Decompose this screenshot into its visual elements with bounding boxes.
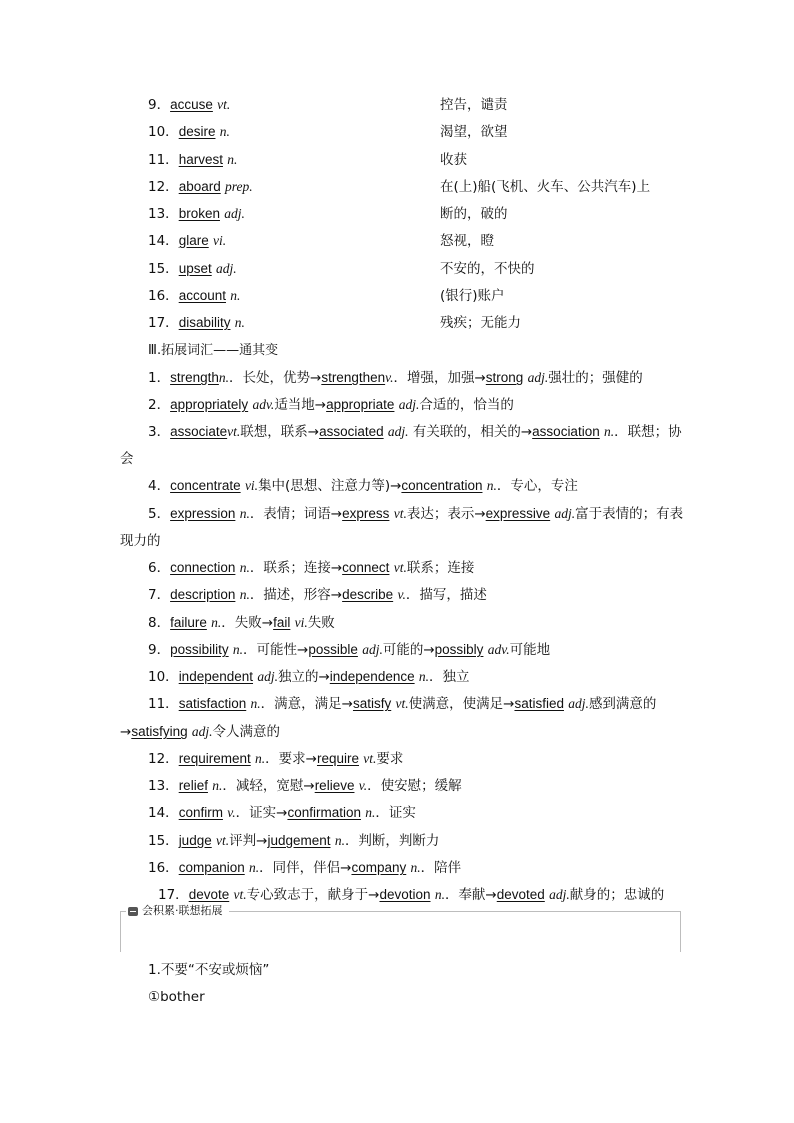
vocab-meaning: (银行)账户 <box>440 288 505 304</box>
part-of-speech: vt. <box>393 560 407 575</box>
vocab-word: concentrate <box>170 478 241 493</box>
part-of-speech: n. <box>434 887 445 902</box>
part-of-speech: n. <box>486 478 497 493</box>
expansion-entry <box>148 585 684 605</box>
expansion-text: 11． <box>148 696 179 712</box>
expansion-text: 集中(思想、注意力等)→ <box>258 478 402 494</box>
vocab-word: fail <box>273 615 291 630</box>
expansion-text: 有关联的，相关的→ <box>408 424 533 440</box>
vocab-word: describe <box>342 587 394 602</box>
vocab-word: relief <box>178 778 208 793</box>
expansion-entry <box>158 885 684 905</box>
vocab-word: independence <box>329 669 415 684</box>
expansion-entry-continued: 现力的 <box>120 533 161 549</box>
part-of-speech: n. <box>250 696 261 711</box>
expansion-text: 4． <box>148 478 171 494</box>
part-of-speech: vt. <box>363 751 377 766</box>
part-of-speech: n. <box>212 778 223 793</box>
expansion-entry <box>148 667 684 687</box>
part-of-speech: adv. <box>252 397 275 412</box>
expansion-entry <box>148 803 684 823</box>
part-of-speech: n. <box>255 751 266 766</box>
expansion-entry <box>148 504 684 524</box>
expansion-text: 2． <box>148 397 171 413</box>
expansion-entry <box>148 558 684 578</box>
part-of-speech: n. <box>219 124 230 139</box>
vocab-row <box>148 95 508 115</box>
part-of-speech: n. <box>418 669 430 684</box>
part-of-speech: adj. <box>398 397 420 412</box>
vocab-word: possibility <box>170 642 229 657</box>
expansion-text: ．长处，优势→ <box>229 370 322 386</box>
part-of-speech: n. <box>211 615 222 630</box>
expansion-text: ．失败→ <box>221 615 274 631</box>
expansion-text: ．使安慰；缓解 <box>367 778 462 794</box>
minus-box-icon <box>128 907 138 916</box>
expansion-text: 合适的，恰当的 <box>419 397 514 413</box>
item-number: 10． <box>148 124 179 140</box>
vocab-row <box>148 204 508 224</box>
expansion-text: ．陪伴 <box>420 860 462 876</box>
vocab-row <box>148 259 535 279</box>
part-of-speech: v. <box>227 805 236 820</box>
expansion-text: ．独立 <box>429 669 470 685</box>
vocab-word: failure <box>170 615 207 630</box>
expansion-text: ．奉献→ <box>444 887 497 903</box>
item-number: 12． <box>148 179 179 195</box>
part-of-speech: n. <box>249 860 260 875</box>
part-of-speech: n. <box>218 370 229 385</box>
vocab-row <box>148 122 508 142</box>
part-of-speech: n. <box>227 152 238 167</box>
expansion-text: 感到满意的 <box>588 696 657 712</box>
part-of-speech: vt. <box>217 97 231 112</box>
expansion-text: 评判→ <box>229 833 268 849</box>
expansion-text: 使满意，使满足→ <box>408 696 515 712</box>
expansion-text: 7． <box>148 587 171 603</box>
part-of-speech: vi. <box>294 615 308 630</box>
box-item-heading: 1.不要“不安或烦恼” <box>148 962 270 978</box>
expansion-text: 适当地→ <box>274 397 327 413</box>
expansion-text: ．满意，满足→ <box>260 696 353 712</box>
vocab-word: connection <box>170 560 236 575</box>
expansion-text: 强壮的；强健的 <box>548 370 643 386</box>
expansion-entry <box>148 368 684 388</box>
vocab-word: satisfy <box>352 696 392 711</box>
part-of-speech: adj. <box>224 206 245 221</box>
expansion-text: 失败 <box>307 615 335 631</box>
vocab-word: satisfied <box>514 696 564 711</box>
expansion-text: 8． <box>148 615 171 631</box>
expansion-text: ．要求→ <box>265 751 317 767</box>
vocab-word: association <box>532 424 600 439</box>
part-of-speech: vt. <box>393 506 407 521</box>
expansion-text: 5． <box>148 506 171 522</box>
vocab-meaning: 不安的，不快的 <box>440 261 535 277</box>
vocab-word: express <box>342 506 390 521</box>
vocab-word: appropriate <box>326 397 395 412</box>
expansion-text: 16． <box>148 860 179 876</box>
vocab-word: confirm <box>178 805 223 820</box>
part-of-speech: vi. <box>213 233 227 248</box>
expansion-text: 14． <box>148 805 179 821</box>
vocab-meaning: 怒视，瞪 <box>440 233 494 249</box>
part-of-speech: adj. <box>568 696 589 711</box>
vocab-word: require <box>316 751 359 766</box>
part-of-speech: vt. <box>233 887 247 902</box>
vocab-word: strengthen <box>321 370 386 385</box>
expansion-text: 6． <box>148 560 171 576</box>
expansion-text: 9． <box>148 642 171 658</box>
item-number: 13． <box>148 206 179 222</box>
vocab-word: judgement <box>267 833 331 848</box>
vocab-word: judge <box>178 833 212 848</box>
expansion-text: ．表情；词语→ <box>249 506 343 522</box>
vocab-word: aboard <box>178 179 221 194</box>
vocab-word: appropriately <box>170 397 249 412</box>
part-of-speech: n. <box>230 288 241 303</box>
expansion-text: 17． <box>158 887 189 903</box>
expansion-text: 独立的→ <box>277 669 330 685</box>
vocab-word: relieve <box>314 778 355 793</box>
vocab-meaning: 在(上)船(飞机、火车、公共汽车)上 <box>440 179 651 195</box>
expansion-text: 献身的；忠诚的 <box>569 887 665 903</box>
part-of-speech: adv. <box>487 642 510 657</box>
expansion-entry <box>148 694 684 714</box>
vocab-meaning: 收获 <box>440 152 467 168</box>
vocab-word: devote <box>188 887 230 902</box>
part-of-speech: n. <box>334 833 345 848</box>
item-number: 16． <box>148 288 179 304</box>
expansion-text: ．增强，加强→ <box>393 370 486 386</box>
vocab-meaning: 断的，破的 <box>440 206 508 222</box>
part-of-speech: n. <box>239 587 250 602</box>
expansion-text: 12． <box>148 751 179 767</box>
expansion-text: 10． <box>148 669 179 685</box>
part-of-speech: n. <box>239 506 250 521</box>
part-of-speech: v. <box>385 370 394 385</box>
expansion-text: 联系；连接 <box>406 560 475 576</box>
part-of-speech: vt. <box>227 424 241 439</box>
vocab-row <box>148 231 494 251</box>
vocab-word: expressive <box>485 506 551 521</box>
vocab-row <box>148 150 467 170</box>
vocab-word: requirement <box>178 751 251 766</box>
vocab-word: description <box>170 587 236 602</box>
box-item-sub: ①bother <box>148 989 205 1005</box>
expansion-text: 可能地 <box>509 642 551 658</box>
item-number: 9． <box>148 97 171 113</box>
part-of-speech: n. <box>239 560 250 575</box>
item-number: 14． <box>148 233 179 249</box>
expansion-text: 要求 <box>376 751 404 767</box>
vocab-row <box>148 313 521 333</box>
accumulate-box-tab <box>126 904 229 918</box>
vocab-word: independent <box>178 669 254 684</box>
part-of-speech: n. <box>604 424 615 439</box>
vocab-word: strong <box>485 370 524 385</box>
part-of-speech: adj. <box>191 724 213 739</box>
expansion-text: ．专心，专注 <box>496 478 578 494</box>
vocab-word: confirmation <box>287 805 361 820</box>
vocab-row <box>148 286 505 306</box>
expansion-text: → <box>120 724 132 740</box>
part-of-speech: prep. <box>225 179 253 194</box>
expansion-text: 13． <box>148 778 179 794</box>
expansion-text: 15． <box>148 833 179 849</box>
item-number: 11． <box>148 152 179 168</box>
expansion-entry <box>148 749 684 769</box>
expansion-entry <box>148 476 684 496</box>
vocab-word: glare <box>178 233 209 248</box>
vocab-word: associate <box>170 424 228 439</box>
vocab-word: expression <box>170 506 236 521</box>
expansion-entry <box>148 422 684 442</box>
expansion-entry <box>148 858 684 878</box>
vocab-word: harvest <box>178 152 223 167</box>
part-of-speech: adj. <box>549 887 570 902</box>
expansion-text: ．证实 <box>375 805 416 821</box>
vocab-word: associated <box>319 424 384 439</box>
vocab-meaning: 渴望，欲望 <box>440 124 508 140</box>
part-of-speech: n. <box>232 642 244 657</box>
part-of-speech: n. <box>234 315 245 330</box>
vocab-meaning: 残疾；无能力 <box>440 315 521 331</box>
vocab-word: devoted <box>496 887 545 902</box>
vocab-word: accuse <box>170 97 213 112</box>
part-of-speech: vt. <box>395 696 409 711</box>
expansion-text: 1． <box>148 370 171 386</box>
accumulate-box-title: 会积累·联想拓展 <box>142 904 223 917</box>
expansion-entry <box>148 776 684 796</box>
part-of-speech: v. <box>358 778 368 793</box>
part-of-speech: adj. <box>257 669 278 684</box>
vocab-word: company <box>351 860 407 875</box>
expansion-entry <box>148 831 684 851</box>
vocab-word: possibly <box>434 642 484 657</box>
expansion-text: ．描写，描述 <box>405 587 487 603</box>
expansion-text: 专心致志于，献身于→ <box>246 887 380 903</box>
expansion-text: 联想，联系→ <box>240 424 320 440</box>
part-of-speech: adj. <box>216 261 237 276</box>
part-of-speech: n. <box>365 805 376 820</box>
vocab-row <box>148 177 651 197</box>
part-of-speech: n. <box>410 860 421 875</box>
expansion-text: ．联想；协 <box>614 424 682 440</box>
vocab-word: concentration <box>401 478 483 493</box>
part-of-speech: vt. <box>216 833 230 848</box>
item-number: 17． <box>148 315 179 331</box>
expansion-text: ．可能性→ <box>243 642 309 658</box>
expansion-entry <box>148 613 684 633</box>
vocab-word: connect <box>342 560 390 575</box>
expansion-text: 3． <box>148 424 171 440</box>
vocab-word: satisfaction <box>178 696 247 711</box>
expansion-text: 表达；表示→ <box>406 506 486 522</box>
expansion-text: ．联系；连接→ <box>249 560 343 576</box>
expansion-text: 可能的→ <box>382 642 435 658</box>
part-of-speech: adj. <box>387 424 409 439</box>
vocab-word: account <box>178 288 226 303</box>
part-of-speech: adj. <box>362 642 383 657</box>
vocab-word: disability <box>178 315 231 330</box>
vocab-word: possible <box>308 642 358 657</box>
vocab-word: devotion <box>379 887 431 902</box>
part-of-speech: adj. <box>527 370 549 385</box>
vocab-word: broken <box>178 206 220 221</box>
expansion-entry <box>148 640 684 660</box>
vocab-word: satisfying <box>131 724 188 739</box>
vocab-word: strength <box>170 370 219 385</box>
vocab-word: companion <box>178 860 245 875</box>
expansion-entry <box>148 395 684 415</box>
expansion-entry-continued <box>120 722 280 742</box>
expansion-entry-continued: 会 <box>120 451 134 467</box>
expansion-text: 令人满意的 <box>212 724 281 740</box>
section-heading: Ⅲ.拓展词汇——通其变 <box>148 343 279 358</box>
expansion-text: ．减轻，宽慰→ <box>222 778 315 794</box>
expansion-text: ．同伴，伴侣→ <box>259 860 352 876</box>
vocab-meaning: 控告，谴责 <box>440 97 508 113</box>
part-of-speech: vi. <box>244 478 259 493</box>
part-of-speech: v. <box>397 587 406 602</box>
item-number: 15． <box>148 261 179 277</box>
expansion-text: ．判断，判断力 <box>344 833 440 849</box>
vocab-word: upset <box>178 261 212 276</box>
expansion-text: ．描述，形容→ <box>249 587 343 603</box>
expansion-text: 富于表情的；有表 <box>575 506 684 522</box>
part-of-speech: adj. <box>554 506 576 521</box>
vocab-word: desire <box>178 124 216 139</box>
expansion-text: ．证实→ <box>235 805 288 821</box>
